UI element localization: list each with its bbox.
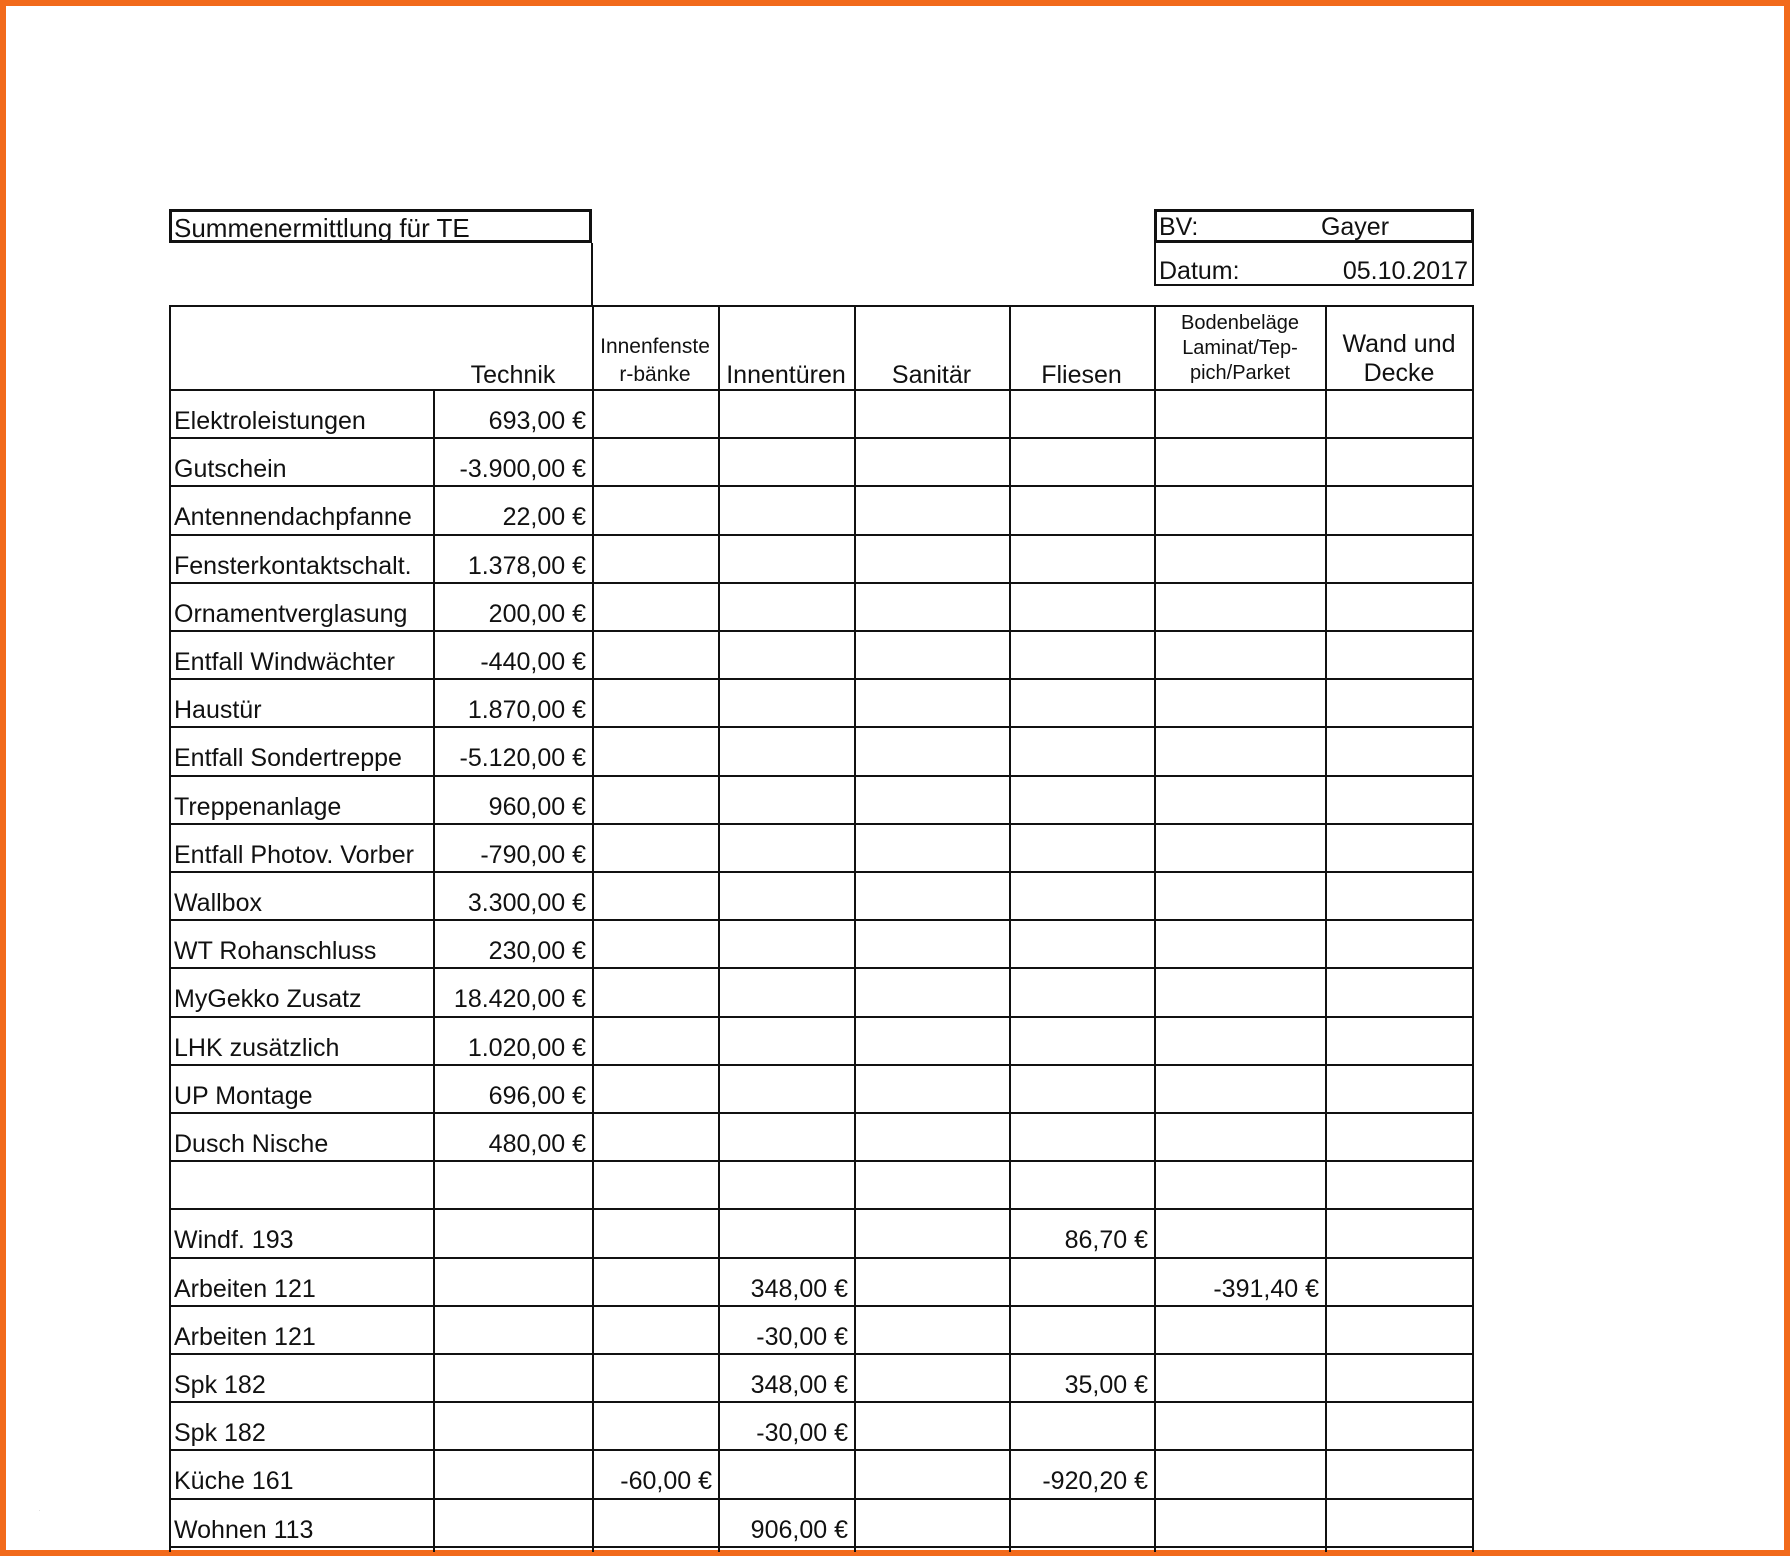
column-header-sanitaer: Sanitär	[891, 361, 972, 389]
grid-rule	[169, 389, 1474, 391]
cell-value-innentueren: 906,00 €	[750, 1516, 848, 1544]
watermark: ·	[38, 1505, 41, 1515]
grid-rule	[169, 1498, 1474, 1500]
row-label: Haustür	[174, 696, 262, 724]
row-label: Entfall Photov. Vorber	[174, 841, 414, 869]
cell-value-technik: 230,00 €	[488, 937, 586, 965]
grid-rule	[169, 1401, 1474, 1403]
grid-rule	[854, 305, 856, 389]
grid-rule	[1009, 305, 1011, 389]
row-label: Dusch Nische	[174, 1130, 329, 1158]
cell-value-technik: 1.378,00 €	[467, 552, 586, 580]
grid-rule	[169, 305, 171, 389]
row-label: Ornamentverglasung	[174, 600, 408, 628]
grid-rule	[169, 919, 1474, 921]
row-label: Gutschein	[174, 455, 287, 483]
cell-value-technik: 22,00 €	[502, 503, 586, 531]
grid-rule	[169, 1257, 1474, 1259]
cell-value-technik: 960,00 €	[488, 793, 586, 821]
row-label: Arbeiten 121	[174, 1275, 316, 1303]
grid-rule	[718, 305, 720, 389]
grid-rule	[169, 389, 171, 1552]
row-label: Spk 182	[174, 1371, 266, 1399]
column-header-fliesen: Fliesen	[1041, 361, 1122, 389]
row-label: Entfall Windwächter	[174, 648, 395, 676]
grid-rule	[854, 389, 856, 1552]
cell-value-technik: 1.870,00 €	[467, 696, 586, 724]
cell-value-innentueren: 348,00 €	[750, 1371, 848, 1399]
grid-rule	[169, 678, 1474, 680]
grid-rule	[169, 823, 1474, 825]
row-label: MyGekko Zusatz	[174, 985, 362, 1013]
row-label: LHK zusätzlich	[174, 1034, 340, 1062]
grid-rule	[169, 305, 1474, 307]
cell-value-technik: 1.020,00 €	[467, 1034, 586, 1062]
cell-value-technik: -3.900,00 €	[459, 455, 586, 483]
row-label: Elektroleistungen	[174, 407, 366, 435]
cell-value-fliesen: 86,70 €	[1064, 1226, 1148, 1254]
grid-rule	[592, 389, 594, 1552]
grid-rule	[591, 243, 593, 305]
grid-rule	[1472, 305, 1474, 389]
cell-value-technik: 693,00 €	[488, 407, 586, 435]
grid-rule	[169, 1112, 1474, 1114]
bv-value: Gayer	[1320, 213, 1390, 241]
cell-value-technik: 18.420,00 €	[453, 985, 586, 1013]
grid-rule	[169, 485, 1474, 487]
grid-rule	[1154, 305, 1156, 389]
date-label: Datum:	[1159, 257, 1240, 285]
row-label: Treppenanlage	[174, 793, 342, 821]
cell-value-technik: 696,00 €	[488, 1082, 586, 1110]
cell-value-fliesen: -920,20 €	[1042, 1467, 1148, 1495]
grid-rule	[169, 1016, 1474, 1018]
cell-value-technik: -790,00 €	[480, 841, 586, 869]
cell-value-technik: -5.120,00 €	[459, 744, 586, 772]
grid-rule	[169, 437, 1474, 439]
cell-value-innenfenster: -60,00 €	[620, 1467, 712, 1495]
cell-value-innentueren: -30,00 €	[756, 1323, 848, 1351]
row-label: Entfall Sondertreppe	[174, 744, 402, 772]
grid-rule	[1325, 305, 1327, 389]
column-header-innentueren: Innentüren	[726, 361, 846, 389]
grid-rule	[169, 630, 1474, 632]
column-header-bodenbelaege: Bodenbeläge Laminat/Tep- pich/Parket	[1181, 312, 1299, 384]
grid-rule	[169, 582, 1474, 584]
grid-rule	[169, 967, 1474, 969]
date-value: 05.10.2017	[1342, 257, 1468, 285]
cell-value-innentueren: -30,00 €	[756, 1419, 848, 1447]
row-label: Spk 182	[174, 1419, 266, 1447]
bv-label: BV:	[1159, 213, 1199, 241]
row-label: UP Montage	[174, 1082, 313, 1110]
grid-rule	[169, 1160, 1474, 1162]
cell-value-boden: -391,40 €	[1213, 1275, 1319, 1303]
cell-value-fliesen: 35,00 €	[1064, 1371, 1148, 1399]
grid-rule	[592, 305, 594, 389]
row-label: Fensterkontaktschalt.	[174, 552, 412, 580]
grid-rule	[169, 1064, 1474, 1066]
column-header-innenfensterbaenke: Innenfenste r-bänke	[600, 335, 710, 386]
column-header-technik: Technik	[470, 361, 556, 389]
row-label: Wallbox	[174, 889, 262, 917]
grid-rule	[169, 534, 1474, 536]
cell-value-technik: 480,00 €	[488, 1130, 586, 1158]
grid-rule	[169, 1449, 1474, 1451]
grid-rule	[169, 775, 1474, 777]
grid-rule	[1472, 389, 1474, 1552]
grid-rule	[1325, 389, 1327, 1552]
row-label: Windf. 193	[174, 1226, 294, 1254]
grid-rule	[169, 871, 1474, 873]
row-label: Wohnen 113	[174, 1516, 314, 1544]
grid-rule	[169, 1305, 1474, 1307]
cell-value-technik: 200,00 €	[488, 600, 586, 628]
row-label: WT Rohanschluss	[174, 937, 377, 965]
grid-rule	[169, 1208, 1474, 1210]
cell-value-technik: 3.300,00 €	[467, 889, 586, 917]
grid-rule	[169, 1353, 1474, 1355]
grid-rule	[1154, 389, 1156, 1552]
cell-value-technik: -440,00 €	[480, 648, 586, 676]
row-label: Antennendachpfanne	[174, 503, 412, 531]
grid-rule	[169, 1546, 1474, 1548]
cell-value-innentueren: 348,00 €	[750, 1275, 848, 1303]
sheet-title: Summenermittlung für TE	[174, 213, 470, 243]
grid-rule	[169, 726, 1474, 728]
column-header-wand-decke: Wand und Decke	[1342, 330, 1456, 387]
row-label: Arbeiten 121	[174, 1323, 316, 1351]
row-label: Küche 161	[174, 1467, 294, 1495]
